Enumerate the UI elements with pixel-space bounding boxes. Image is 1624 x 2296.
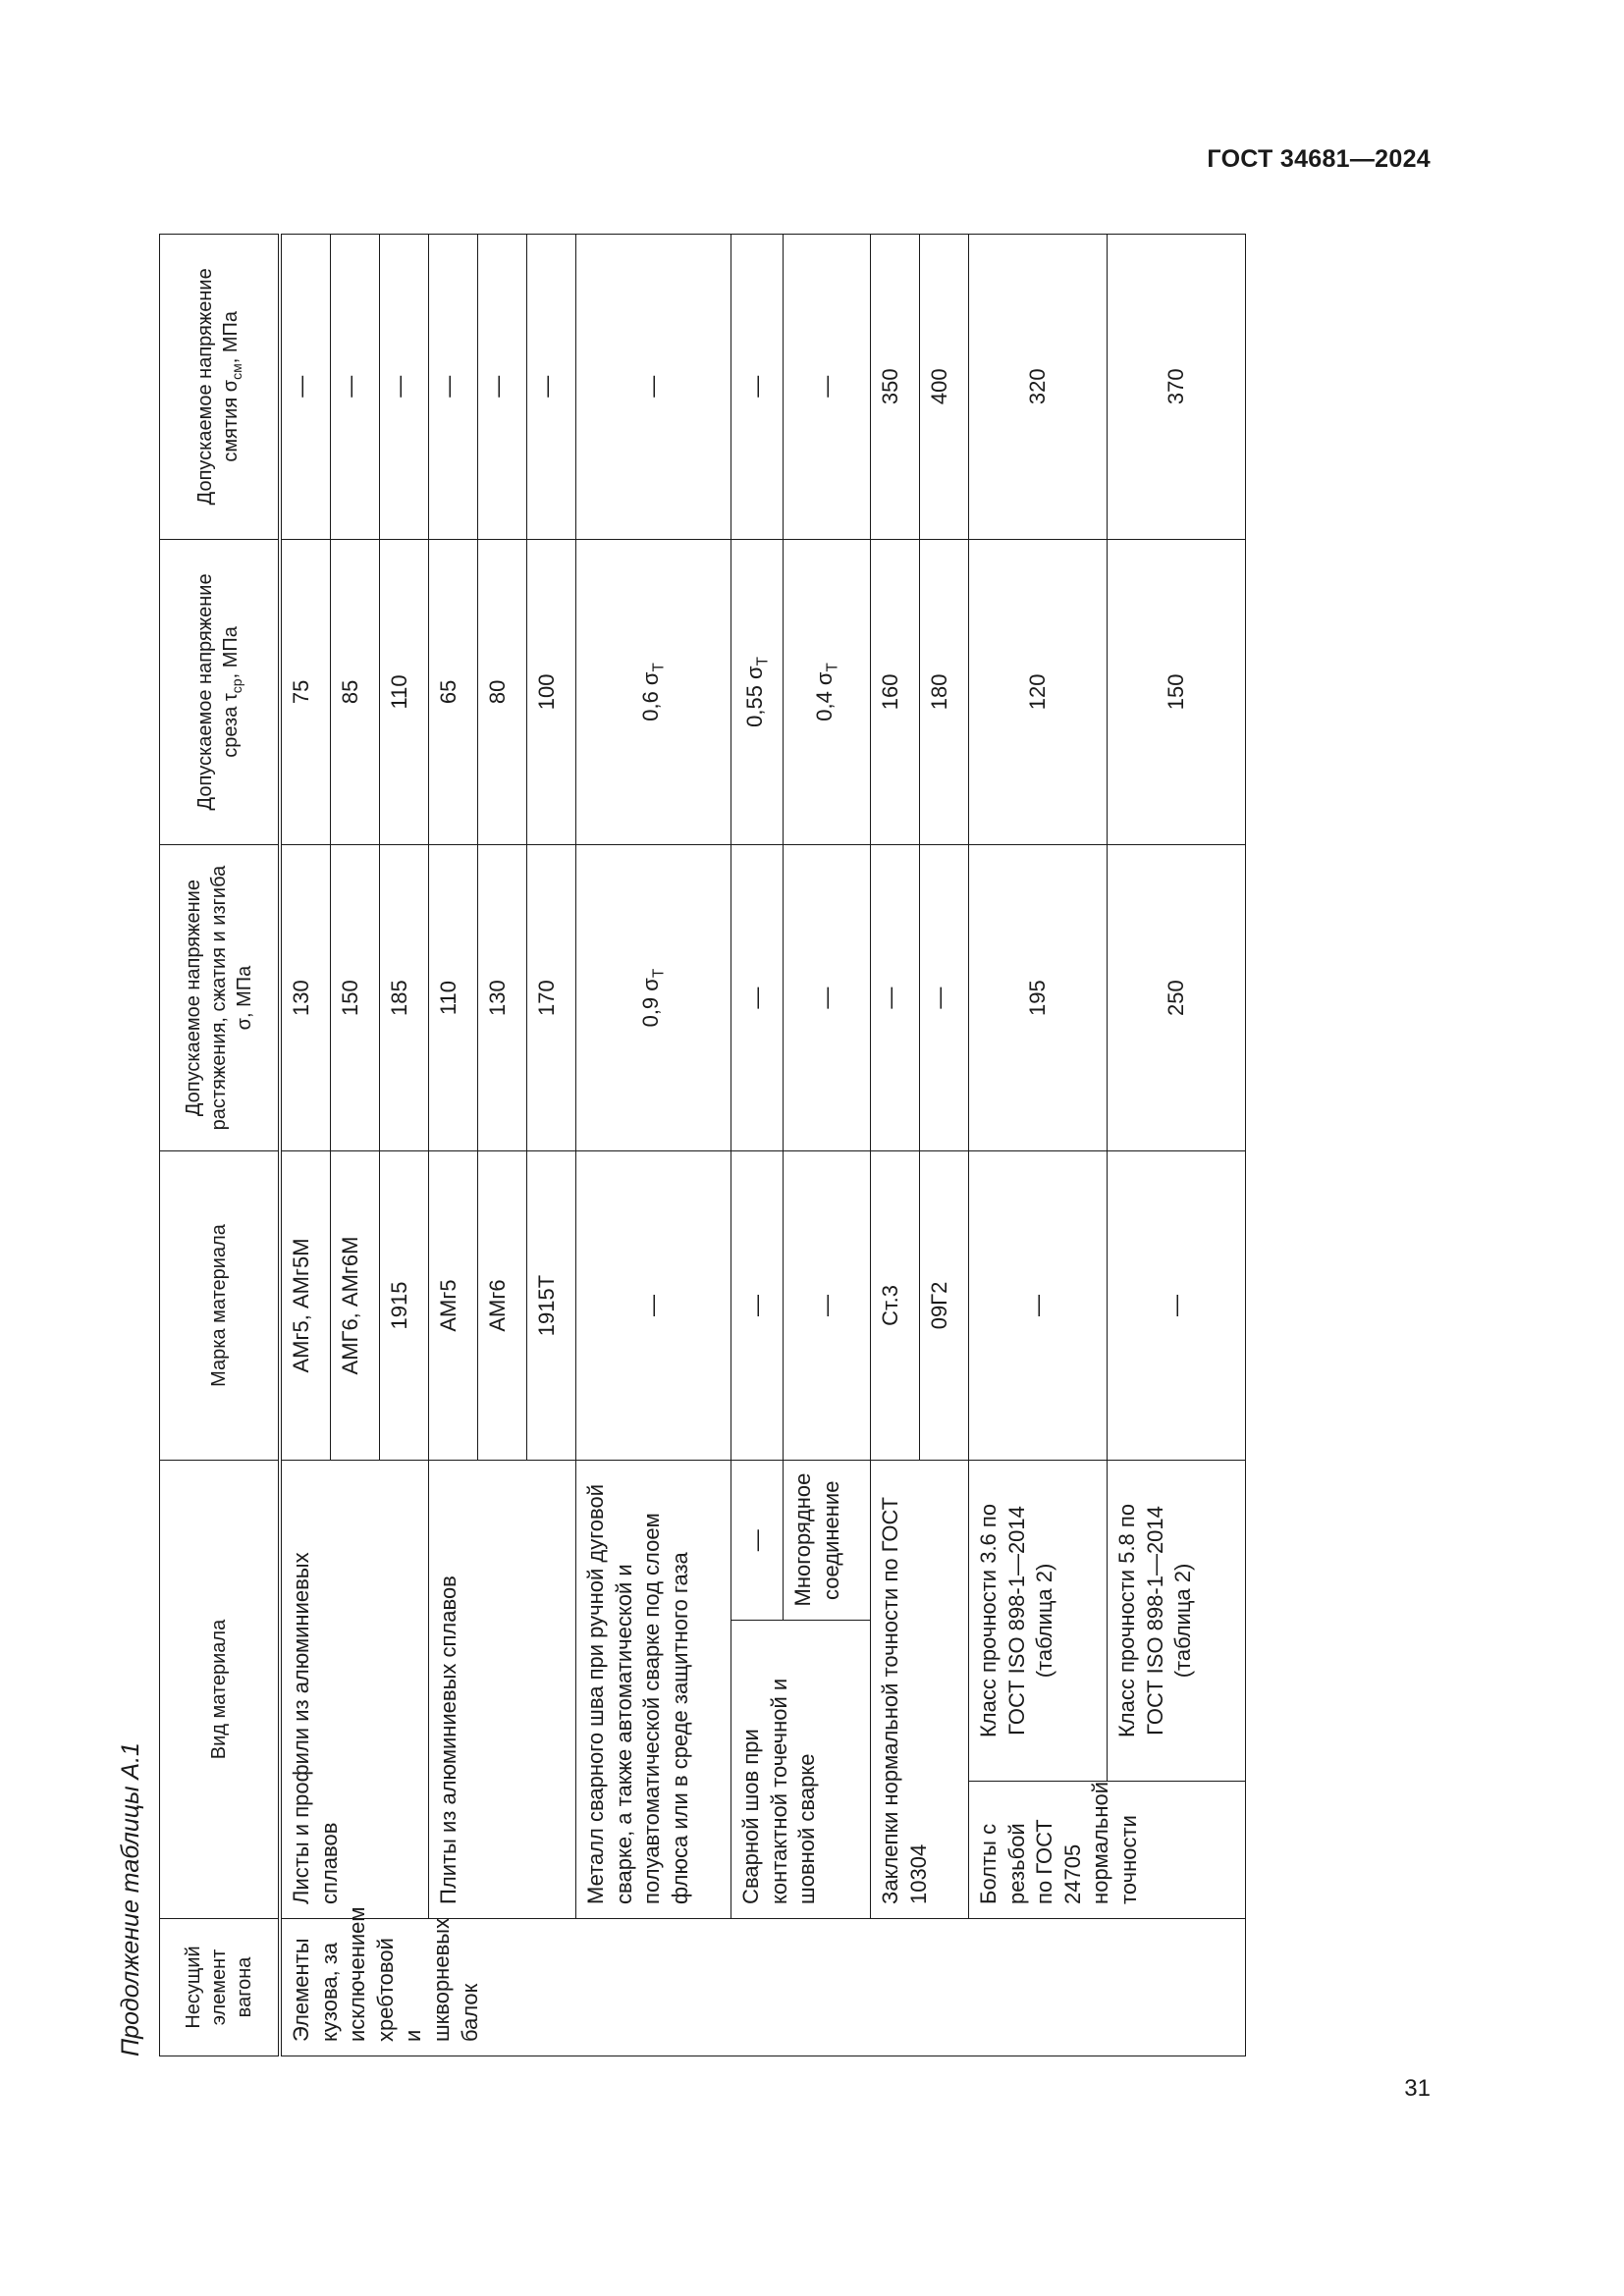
table-caption: Продолжение таблицы А.1 xyxy=(117,1742,144,2056)
table-header-row xyxy=(160,235,281,2056)
crush-cell: 320 xyxy=(969,235,1108,540)
shear-cell: 0,6 $\sigma_Т$ xyxy=(576,539,731,845)
grade-cell: АМг6 xyxy=(478,1150,527,1460)
kind-cell: Листы и профили из алюминиевых сплавов xyxy=(280,1461,429,1919)
shear-cell: 110 xyxy=(380,539,429,845)
shear-cell: 0,4 $\sigma_Т$ xyxy=(784,539,871,845)
tension-cell: 130 xyxy=(478,845,527,1151)
grade-cell: — xyxy=(731,1150,784,1460)
shear-cell: 160 xyxy=(871,539,920,845)
crush-cell: — xyxy=(784,235,871,540)
rotated-table-block xyxy=(108,231,1218,2056)
kind-cell: Металл сварного шва при ручной дуговой сварке, а также автоматической и полуавтоматической сварке под слоем флюса или в среде защитного газа xyxy=(576,1461,731,1919)
subkind-cell: — xyxy=(731,1461,784,1621)
grade-cell: 09Г2 xyxy=(920,1150,969,1460)
bolt-class-cell: Класс прочности 5.8 по ГОСТ ISO 898-1—2014 (таблица 2) xyxy=(1108,1461,1246,1782)
tension-cell: 110 xyxy=(429,845,478,1151)
col-crush-header: Допускаемое напряжение смятия $\sigma_{см}$, МПа xyxy=(160,235,281,540)
tension-cell: 195 xyxy=(969,845,1108,1151)
tension-cell: — xyxy=(871,845,920,1151)
kind-cell: Болты с резьбой по ГОСТ 24705 нормальной точности xyxy=(969,1781,1246,1918)
table-row xyxy=(969,235,1108,2056)
document-header: ГОСТ 34681—2024 xyxy=(1207,145,1431,173)
table-row xyxy=(576,235,731,2056)
grade-cell: АМГ6, АМг6М xyxy=(331,1150,380,1460)
crush-cell: 350 xyxy=(871,235,920,540)
bolt-class-cell: Класс прочности 3.6 по ГОСТ ISO 898-1—2014 (таблица 2) xyxy=(969,1461,1108,1782)
element-cell: Элементы кузова, за исключением хребтовой и шкворневых балок xyxy=(280,1918,1246,2056)
col-element-header: Несущий элемент вагона xyxy=(160,1918,281,2056)
table-row xyxy=(731,235,784,2056)
grade-cell: — xyxy=(1108,1150,1246,1460)
grade-cell: АМг5 xyxy=(429,1150,478,1460)
kind-cell: Сварной шов при контактной точечной и шовной сварке xyxy=(731,1621,871,1918)
shear-cell: 100 xyxy=(527,539,576,845)
tension-cell: 170 xyxy=(527,845,576,1151)
table-row xyxy=(871,235,920,2056)
shear-cell: 150 xyxy=(1108,539,1246,845)
tension-cell: — xyxy=(731,845,784,1151)
shear-cell: 85 xyxy=(331,539,380,845)
crush-cell: — xyxy=(731,235,784,540)
crush-cell: 400 xyxy=(920,235,969,540)
grade-cell: Ст.3 xyxy=(871,1150,920,1460)
tension-cell: — xyxy=(920,845,969,1151)
shear-cell: 0,55 $\sigma_Т$ xyxy=(731,539,784,845)
stress-table xyxy=(159,234,1246,2056)
crush-cell: 370 xyxy=(1108,235,1246,540)
crush-cell: — xyxy=(478,235,527,540)
tension-cell: 130 xyxy=(280,845,331,1151)
kind-cell: Заклепки нормальной точности по ГОСТ 10304 xyxy=(871,1461,969,1919)
crush-cell: — xyxy=(331,235,380,540)
crush-cell: — xyxy=(576,235,731,540)
tension-cell: — xyxy=(784,845,871,1151)
col-grade-header: Марка материала xyxy=(160,1150,281,1460)
shear-cell: 180 xyxy=(920,539,969,845)
col-tension-header: Допускаемое напряжение растяжения, сжатия и изгиба σ, МПа xyxy=(160,845,281,1151)
grade-cell: — xyxy=(969,1150,1108,1460)
shear-cell: 75 xyxy=(280,539,331,845)
kind-cell: Плиты из алюминиевых сплавов xyxy=(429,1461,576,1919)
crush-cell: — xyxy=(280,235,331,540)
subkind-cell: Многорядное соединение xyxy=(784,1461,871,1621)
table-row xyxy=(280,235,331,2056)
crush-cell: — xyxy=(527,235,576,540)
crush-cell: — xyxy=(380,235,429,540)
grade-cell: — xyxy=(576,1150,731,1460)
col-kind-header: Вид материала xyxy=(160,1461,281,1919)
col-shear-header: Допускаемое напряжение среза $\tau_{ср}$, МПа xyxy=(160,539,281,845)
shear-cell: 120 xyxy=(969,539,1108,845)
grade-cell: 1915Т xyxy=(527,1150,576,1460)
shear-cell: 65 xyxy=(429,539,478,845)
grade-cell: — xyxy=(784,1150,871,1460)
tension-cell: 250 xyxy=(1108,845,1246,1151)
tension-cell: 150 xyxy=(331,845,380,1151)
grade-cell: АМг5, АМг5М xyxy=(280,1150,331,1460)
tension-cell: 185 xyxy=(380,845,429,1151)
shear-cell: 80 xyxy=(478,539,527,845)
page-number: 31 xyxy=(1404,2075,1431,2102)
table-row xyxy=(429,235,478,2056)
grade-cell: 1915 xyxy=(380,1150,429,1460)
crush-cell: — xyxy=(429,235,478,540)
tension-cell: 0,9 $\sigma_Т$ xyxy=(576,845,731,1151)
